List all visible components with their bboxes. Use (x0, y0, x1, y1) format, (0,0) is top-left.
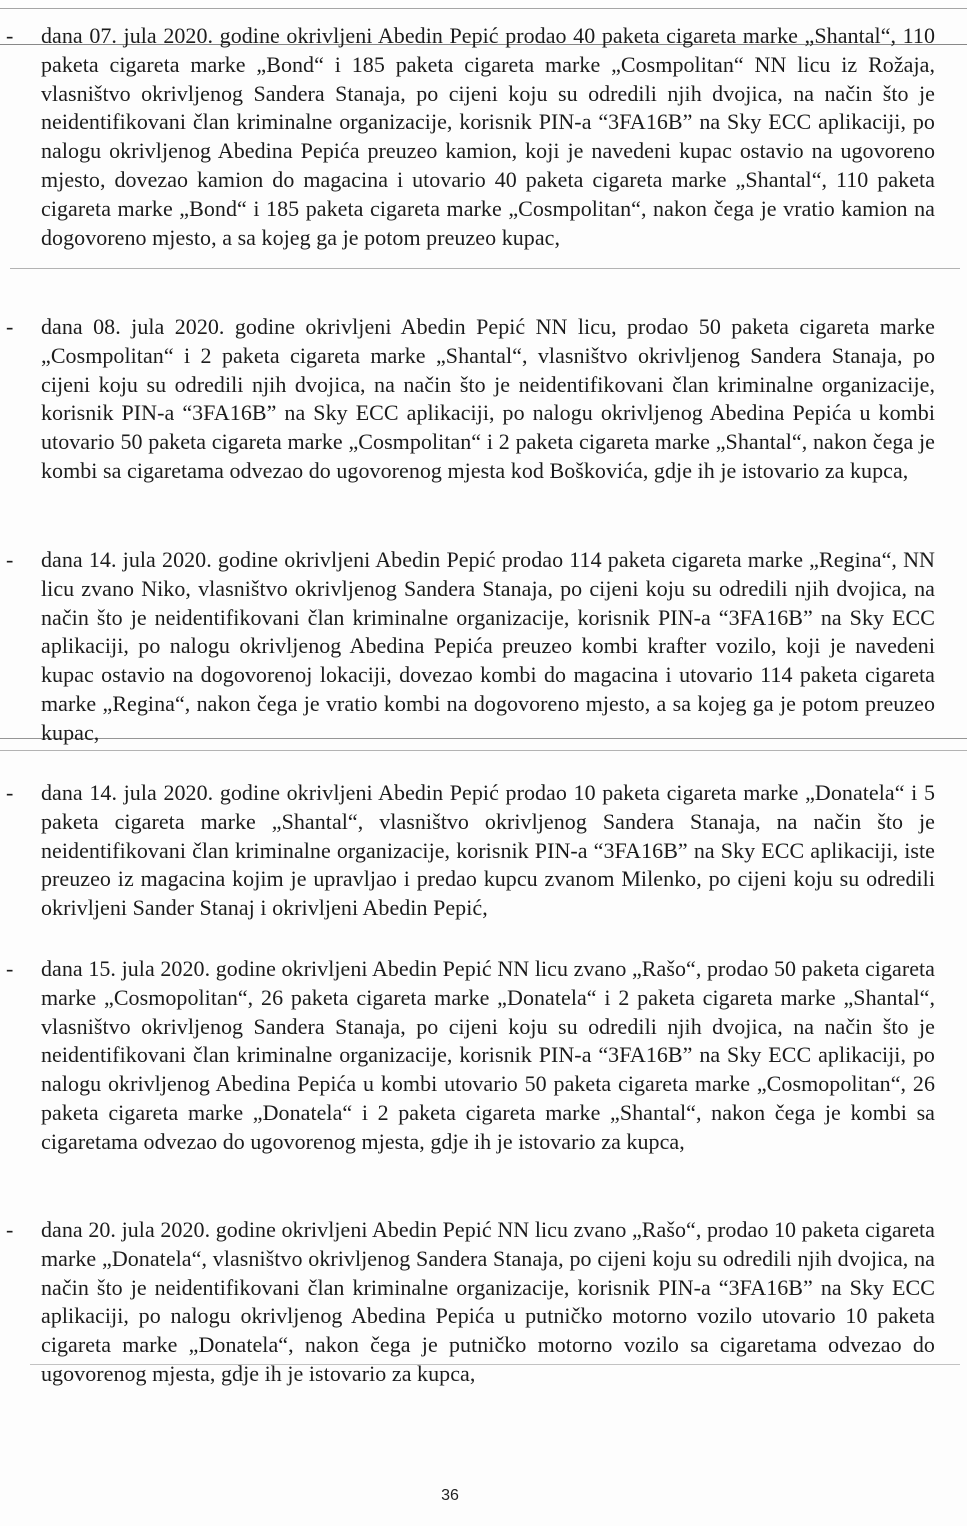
list-marker: - (6, 23, 14, 48)
paragraph: dana 08. jula 2020. godine okrivljeni Abedin Pepić NN licu, prodao 50 paketa cigareta marke „Cosmpolitan“ i 2 paketa cigareta marke „Shantal“, vlasništvo okrivljenog Sandera Stanaja, po cijeni koju su odredili njih dvojica, na način što je neidentifikovani član kriminalne organizacije, korisnik PIN-a “3FA16B” na Sky ECC aplikaciji, po nalogu okrivljenog Abedina Pepića u kombi utovario 50 paketa cigareta marke „Cosmpolitan“ i 2 paketa cigareta marke „Shantal“, nakon čega je kombi sa cigaretama odvezao do ugovorenog mjesta kod Boškovića, gdje ih je istovario za kupca, (41, 314, 935, 483)
list-marker: - (6, 547, 14, 572)
list-marker: - (6, 314, 14, 339)
list-marker: - (6, 780, 14, 805)
list-marker: - (6, 1217, 14, 1242)
scan-line (10, 268, 960, 269)
list-marker: - (6, 956, 14, 981)
paragraph: dana 15. jula 2020. godine okrivljeni Abedin Pepić NN licu zvano „Rašo“, prodao 50 paketa cigareta marke „Cosmopolitan“, 26 paketa cigareta marke „Donatela“ i 2 paketa cigareta marke „Shantal“, vlasništvo okrivljenog Sandera Stanaja, po cijeni koju su odredili njih dvojica, na način što je neidentifikovani član kriminalne organizacije, korisnik PIN-a “3FA16B” na Sky ECC aplikaciji, po nalogu okrivljenog Abedina Pepića u kombi utovario 50 paketa cigareta marke „Cosmopolitan“, 26 paketa cigareta marke „Donatela“ i 2 paketa cigareta marke „Shantal“, nakon čega je kombi sa cigaretama odvezao do ugovorenog mjesta, gdje ih je istovario za kupca, (41, 956, 935, 1154)
scan-line (0, 750, 967, 751)
paragraph: dana 14. jula 2020. godine okrivljeni Abedin Pepić prodao 10 paketa cigareta marke „Donatela“ i 5 paketa cigareta marke „Shantal“, vlasništvo okrivljenog Sandera Stanaja, na način što je neidentifikovani član kriminalne organizacije, korisnik PIN-a “3FA16B” na Sky ECC aplikaciji, iste preuzeo iz magacina kojim je upravljao i predao kupcu zvanom Milenko, po cijeni koju su odredili okrivljeni Sander Stanaj i okrivljeni Abedin Pepić, (41, 780, 935, 921)
page-number: 36 (441, 1487, 459, 1504)
paragraph: dana 20. jula 2020. godine okrivljeni Abedin Pepić NN licu zvano „Rašo“, prodao 10 paketa cigareta marke „Donatela“, vlasništvo okrivljenog Sandera Stanaja, po cijeni koju su odredili njih dvojica, na način što je neidentifikovani član kriminalne organizacije, korisnik PIN-a “3FA16B” na Sky ECC aplikaciji, po nalogu okrivljenog Abedina Pepića u putničko motorno vozilo utovario 10 paketa cigareta marke „Donatela“, nakon čega je putničko motorno vozilo sa cigaretama odvezao do ugovorenog mjesta, gdje ih je istovario za kupca, (41, 1217, 935, 1386)
scan-line (0, 8, 967, 9)
paragraph: dana 14. jula 2020. godine okrivljeni Abedin Pepić prodao 114 paketa cigareta marke „Regina“, NN licu zvano Niko, vlasništvo okrivljenog Sandera Stanaja, po cijeni koju su odredili njih dvojica, na način što je neidentifikovani član kriminalne organizacije, korisnik PIN-a “3FA16B” na Sky ECC aplikaciji, po nalogu okrivljenog Abedina Pepića preuzeo kombi krafter vozilo, koji je navedeni kupac ostavio na dogovorenoj lokaciji, dovezao kombi do magacina i utovario 114 paketa cigareta marke „Regina“, nakon čega je vratio kombi na dogovoreno mjesto, a sa kojeg ga je potom preuzeo kupac, (41, 547, 935, 745)
paragraph: dana 07. jula 2020. godine okrivljeni Abedin Pepić prodao 40 paketa cigareta marke „Shantal“, 110 paketa cigareta marke „Bond“ i 185 paketa cigareta marke „Cosmpolitan“ NN licu iz Rožaja, vlasništvo okrivljenog Sandera Stanaja, po cijeni koju su odredili njih dvojica, na način što je neidentifikovani član kriminalne organizacije, korisnik PIN-a “3FA16B” na Sky ECC aplikaciji, po nalogu okrivljenog Abedina Pepića preuzeo kamion, koji je navedeni kupac ostavio na ugovoreno mjesto, dovezao kamion do magacina i utovario 40 paketa cigareta marke „Shantal“, 110 paketa cigareta marke „Bond“ i 185 paketa cigareta marke „Cosmpolitan“, nakon čega je vratio kamion na dogovoreno mjesto, a sa kojeg ga je potom preuzeo kupac, (41, 23, 935, 250)
